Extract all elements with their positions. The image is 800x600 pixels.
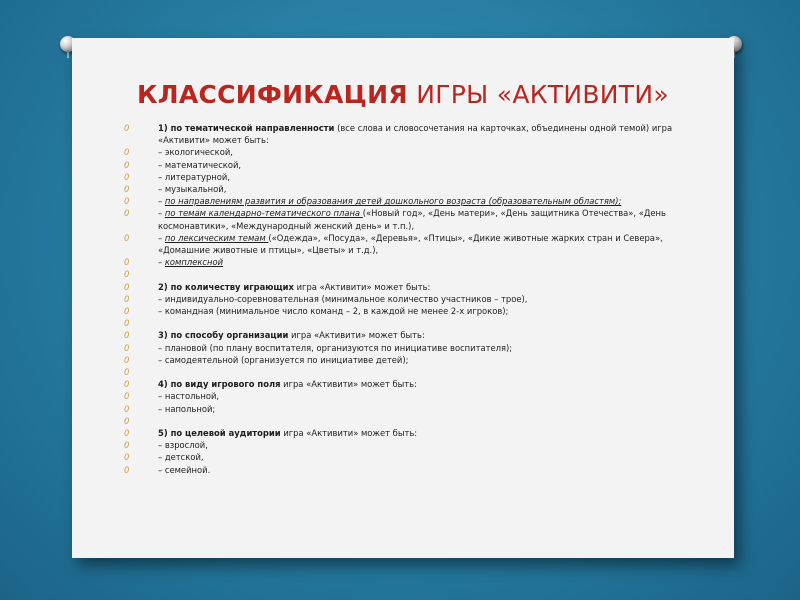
item-text: – музыкальной, <box>158 184 227 195</box>
list-item <box>124 354 684 366</box>
bullet-icon: 0 <box>124 147 130 158</box>
section-heading: 3) по способу организации <box>158 330 289 341</box>
bullet-icon: 0 <box>124 354 130 365</box>
item-link: по лексическим темам <box>164 232 269 243</box>
list-item <box>124 207 684 231</box>
list-item <box>124 305 684 317</box>
bullet-icon: 0 <box>124 428 130 439</box>
section-heading: 1) по тематической направленности <box>158 123 335 133</box>
bullet-icon: 0 <box>124 403 130 414</box>
bullet-icon: 0 <box>124 330 130 341</box>
bullet-icon: 0 <box>124 269 130 280</box>
bullet-icon: 0 <box>124 208 130 219</box>
list-item <box>124 122 684 146</box>
bullet-icon: 0 <box>124 232 130 243</box>
list-item <box>124 232 684 256</box>
list-item <box>124 159 684 171</box>
section-text: игра «Активити» может быть: <box>280 379 417 390</box>
item-prefix: – <box>158 208 165 219</box>
list-item <box>124 293 684 305</box>
list-item <box>124 183 684 195</box>
slide-card <box>72 38 734 558</box>
list-item <box>124 146 684 158</box>
item-text: – индивидуально-соревновательная (минимальное количество участников – трое), <box>158 293 528 304</box>
bullet-icon: 0 <box>124 159 130 170</box>
bullet-icon: 0 <box>124 306 130 317</box>
list-item <box>124 329 684 341</box>
bullet-icon: 0 <box>124 293 130 304</box>
bullet-icon: 0 <box>124 318 130 329</box>
item-text: – самодеятельной (организуется по инициативе детей); <box>158 354 409 365</box>
section-text: (все слова и словосочетания на карточках, объединены одной темой) игра «Активити» может быть: <box>158 123 673 146</box>
list-item <box>124 378 684 390</box>
bullet-icon: 0 <box>124 342 130 353</box>
item-link: по темам календарно-тематического плана <box>164 208 363 219</box>
list-item <box>124 342 684 354</box>
item-text: – экологической, <box>158 147 233 158</box>
bullet-icon: 0 <box>124 281 130 292</box>
slide-title <box>72 80 734 109</box>
item-text: – настольной, <box>158 391 220 402</box>
item-prefix: – <box>158 257 165 268</box>
item-text: – плановой (по плану воспитателя, организуются по инициативе воспитателя); <box>158 342 513 353</box>
list-item <box>124 195 684 207</box>
list-item <box>124 439 684 451</box>
title-rest: ИГРЫ «АКТИВИТИ» <box>407 80 669 109</box>
list-item <box>124 451 684 463</box>
item-link: по направлениям развития и образования детей дошкольного возраста (образовательным областям); <box>164 196 622 207</box>
bullet-icon: 0 <box>124 123 130 133</box>
list-item <box>124 427 684 439</box>
item-link: комплексной <box>164 257 224 268</box>
bullet-icon: 0 <box>124 367 130 378</box>
bullet-icon: 0 <box>124 184 130 195</box>
section-heading: 2) по количеству играющих <box>158 281 294 292</box>
item-text: («Одежда», «Посуда», «Деревья», «Птицы», «Дикие животные жарких стран и Севера», «Домашние животные и птицы», «Цветы» и т.д.), <box>158 232 663 256</box>
item-prefix: – <box>158 196 165 207</box>
item-text: – детской, <box>158 452 204 463</box>
bullet-icon: 0 <box>124 464 130 475</box>
bullet-icon: 0 <box>124 452 130 463</box>
slide-content <box>124 122 684 476</box>
list-spacer <box>124 268 684 280</box>
item-text: – математической, <box>158 159 242 170</box>
bullet-icon: 0 <box>124 257 130 268</box>
list-spacer <box>124 366 684 378</box>
item-text: – взрослой, <box>158 440 208 451</box>
list-item <box>124 403 684 415</box>
bullet-icon: 0 <box>124 440 130 451</box>
item-prefix: – <box>158 232 165 243</box>
item-text: («Новый год», «День матери», «День защитника Отечества», «День космонавтики», «Международный женский день» и т.п.), <box>158 208 666 231</box>
bullet-icon: 0 <box>124 379 130 390</box>
item-text: – командная (минимальное число команд – 2, в каждой не менее 2-х игроков); <box>158 306 509 317</box>
section-heading: 5) по целевой аудитории <box>158 428 281 439</box>
item-text: – семейной. <box>158 464 211 475</box>
bullet-icon: 0 <box>124 171 130 182</box>
section-text: игра «Активити» может быть: <box>288 330 425 341</box>
bullet-icon: 0 <box>124 196 130 207</box>
list-item <box>124 256 684 268</box>
list-item <box>124 390 684 402</box>
title-bold: КЛАССИФИКАЦИЯ <box>137 80 408 109</box>
list-item <box>124 281 684 293</box>
section-text: игра «Активити» может быть: <box>280 428 418 439</box>
section-text: игра «Активити» может быть: <box>293 281 431 292</box>
list-item <box>124 171 684 183</box>
item-text: – напольной; <box>158 403 216 414</box>
list-item <box>124 464 684 476</box>
bullet-icon: 0 <box>124 415 130 426</box>
bullet-icon: 0 <box>124 391 130 402</box>
list-spacer <box>124 415 684 427</box>
section-heading: 4) по виду игрового поля <box>158 379 281 390</box>
list-spacer <box>124 317 684 329</box>
item-text: – литературной, <box>158 171 230 182</box>
